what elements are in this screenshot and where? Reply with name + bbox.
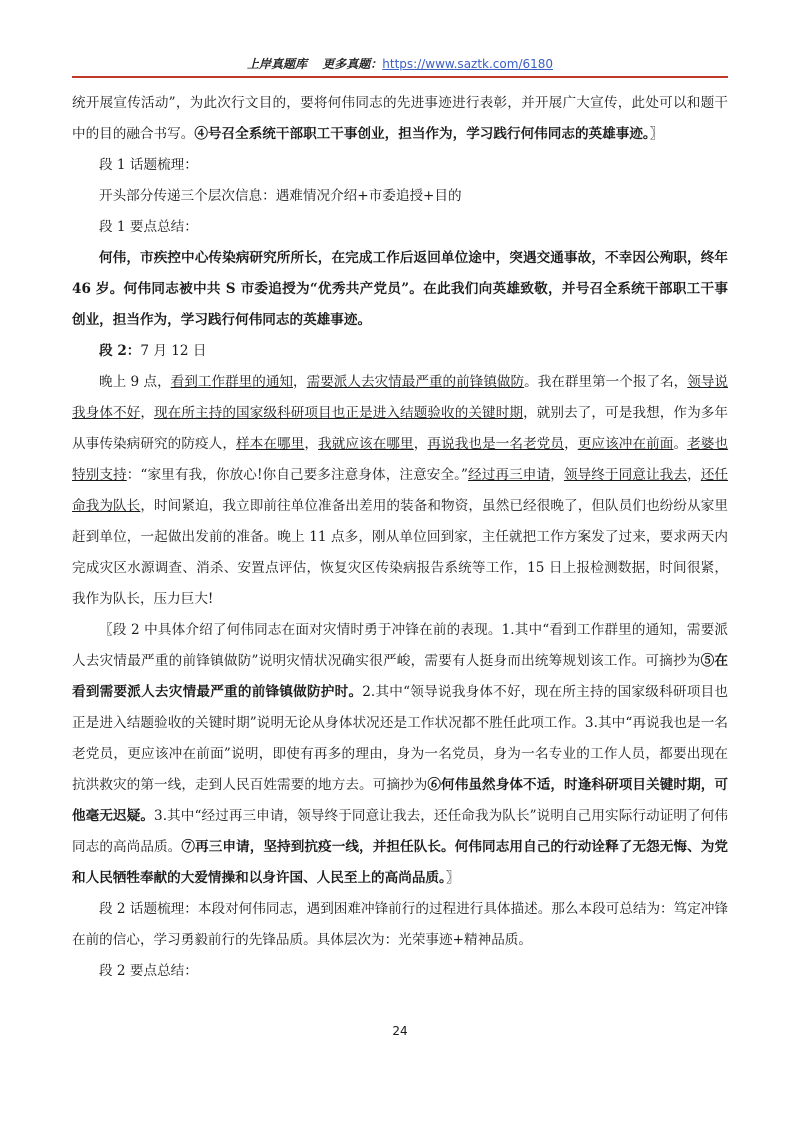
underlined-text: 领导说我身体不好 <box>72 374 729 421</box>
text: ， <box>304 436 319 452</box>
paragraph-1 <box>72 88 728 150</box>
text: ，时间紧迫，我立即前往单位准备出差用的装备和物资，虽然已经很晚了，但队员们也纷纷从家里赶到单位，一起做出发前的准备。晚上 11 点多，刚从单位回到家，主任就把工作方案发了过来，要求两天内完成灾区水源调查、消杀、安置点评估，恢复灾区传染病报告系统等工作，15 日上报检测数据，时间很紧，我作为队长，压力巨大! <box>72 498 728 607</box>
text: ：“家里有我，你放心!你自己要多注意身体，注意安全。” <box>126 467 468 483</box>
bold-text: ⑦再三申请，坚持到抗疫一线，并担任队长。何伟同志用自己的行动诠释了无怨无悔、为党和人民牺牲奉献的大爱情操和以身许国、人民至上的高尚品质。 <box>72 839 729 886</box>
header-more-label: 更多真题： <box>322 57 383 71</box>
underlined-text: 看到工作群里的通知 <box>170 374 294 390</box>
paragraph-10: 段 2 要点总结： <box>99 963 198 979</box>
underlined-text: 还任命我为队长 <box>72 467 729 514</box>
text: ，就别去了，可是我想，作为多年从事传染病研究的防疫人， <box>72 405 729 452</box>
text: 〗 <box>445 870 460 886</box>
paragraph-5: 何伟，市疾控中心传染病研究所所长，在完成工作后返回单位途中，突遇交通事故，不幸因公殉职，终年 46 岁。何伟同志被中共 S 市委追授为“优秀共产党员”。在此我们向英雄致敬，并号召全系统干部职工干事创业，担当作为，学习践行何伟同志的英雄事迹。 <box>72 250 728 328</box>
text: ， <box>293 374 307 390</box>
text: 3.其中“经过再三申请，领导终于同意让我去，还任命我为队长”说明自己用实际行动证明了何伟同志的高尚品质。 <box>72 808 728 855</box>
underlined-text: 再说我也是一名老党员 <box>427 436 565 452</box>
section-label: 段 2： <box>99 343 141 359</box>
text: ， <box>564 436 578 452</box>
underlined-text: 样本在哪里 <box>236 436 305 452</box>
underlined-text: 我就应该在哪里 <box>318 436 414 452</box>
underlined-text: 老婆也特别支持 <box>72 436 729 483</box>
text: ， <box>687 467 701 483</box>
underlined-text: 现在所主持的国家级科研项目也正是进入结题验收的关键时期 <box>154 405 524 421</box>
text: 〖段 2 中具体介绍了何伟同志在面对灾情时勇于冲锋在前的表现。1.其中“看到工作群里的通知，需要派人去灾情最严重的前锋镇做防”说明灾情状况确实很严峻，需要有人挺身而出统筹规划该工作。可摘抄为 <box>72 622 728 669</box>
text: 统开展宣传活动”，为此次行文目的，要将何伟同志的先进事迹进行表彰，并开展广大宣传，此处可以和题干中的目的融合书写。 <box>72 95 728 142</box>
page-header <box>72 52 728 76</box>
header-rule <box>72 76 728 78</box>
text: 〗 <box>649 126 664 142</box>
text: 2.其中“领导说我身体不好，现在所主持的国家级科研项目也正是进入结题验收的关键时期”说明无论从身体状况还是工作状况都不胜任此项工作。3.其中“再说我也是一名老党员，更应该冲在前面”说明，即使有再多的理由，身为一名党员，身为一名专业的工作人员，都要出现在抗洪救灾的第一线，走到人民百姓需要的地方去。可摘抄为 <box>72 684 728 793</box>
page-number: 24 <box>392 1024 408 1038</box>
paragraph-9: 段 2 话题梳理：本段对何伟同志，遇到困难冲锋前行的过程进行具体描述。那么本段可总结为：笃定冲锋在前的信心，学习勇毅前行的先锋品质。具体层次为：光荣事迹+精神品质。 <box>72 901 729 948</box>
paragraph-2: 段 1 话题梳理： <box>99 157 198 173</box>
bold-text: ⑥何伟虽然身体不适，时逢科研项目关键时期，可他毫无迟疑。 <box>72 777 728 824</box>
underlined-text: 需要派人去灾情最严重的前锋镇做防 <box>306 374 525 390</box>
underlined-text: 经过再三申请 <box>467 467 551 483</box>
underlined-text: 领导终于同意让我去 <box>563 467 688 483</box>
text: ， <box>140 405 155 421</box>
header-url-link[interactable]: https://www.saztk.com/6180 <box>382 57 554 71</box>
paragraph-4: 段 1 要点总结： <box>99 219 198 235</box>
text: 晚上 9 点， <box>99 374 171 390</box>
document-body <box>72 88 728 987</box>
paragraph-7 <box>72 367 728 615</box>
text: 。 <box>673 436 688 452</box>
paragraph-6 <box>72 336 728 367</box>
date-text: 7 月 12 日 <box>140 343 207 359</box>
bold-text: ⑤在看到需要派人去灾情最严重的前锋镇做防护时。 <box>72 653 728 700</box>
text: 。我在群里第一个报了名， <box>524 374 688 390</box>
bold-text: ④号召全系统干部职工干事创业，担当作为，学习践行何伟同志的英雄事迹。 <box>194 126 650 142</box>
text: ， <box>413 436 428 452</box>
text: ， <box>550 467 564 483</box>
paragraph-3: 开头部分传递三个层次信息：遇难情况介绍+市委追授+目的 <box>99 188 462 204</box>
underlined-text: 更应该冲在前面 <box>577 436 674 452</box>
header-brand: 上岸真题库 <box>246 57 307 71</box>
paragraph-8 <box>72 615 728 894</box>
